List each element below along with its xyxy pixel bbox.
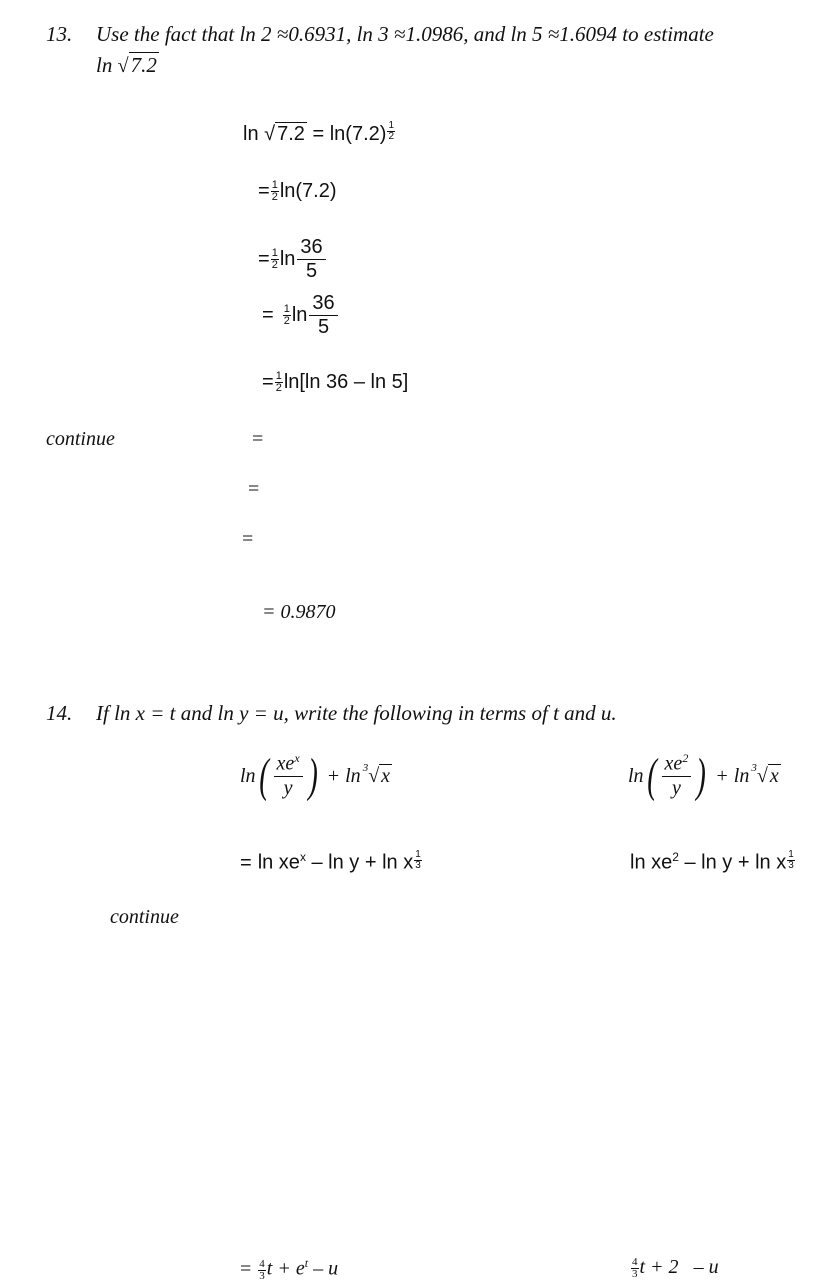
sqrt-7-2: √7.2 — [117, 53, 157, 77]
step-2: = $\frac{1}{2}$ ln(7.2) — [258, 179, 337, 204]
continue-label-14: continue — [110, 906, 179, 928]
blank-equals-2: = — [248, 478, 260, 500]
expr-left: ln ( $\frac{xe^x}{y}$ ) + ln 3 √ x — [240, 749, 391, 802]
exponent-one-half: $\frac{1}{2}$ — [388, 120, 394, 142]
problem-14-prompt: If ln x = t and ln y = u, write the following in terms of t and u. — [96, 701, 617, 725]
step-4: = $\frac{1}{2}$ ln $\frac{36}{5}$ — [262, 292, 340, 339]
prompt-ln: ln — [96, 53, 113, 77]
blank-equals-1: = — [252, 428, 264, 450]
step-5: = $\frac{1}{2}$ ln[ln 36 – ln 5] — [262, 370, 409, 395]
step-left: = $\ln xe^x - \ln y + \ln x$ $\frac{1}{3}$ — [240, 848, 421, 874]
blank-equals-3: = — [242, 528, 254, 550]
problem-13-target — [96, 52, 159, 78]
step-3: = $\frac{1}{2}$ ln $\frac{36}{5}$ — [258, 236, 328, 283]
expr-right: ln ( $\frac{xe^2}{y}$ ) + ln 3 √ x — [628, 749, 779, 802]
problem-13-prompt: Use the fact that ln 2 ≈0.6931, ln 3 ≈1.0986, and ln 5 ≈1.6094 to estimate — [96, 22, 714, 46]
answer-13: = 0.9870 — [262, 601, 336, 623]
answer-right: $\frac{4}{3}$ t + 2 – u — [632, 1255, 719, 1280]
step-right: $\ln xe^2 - \ln y + \ln x$ $\frac{1}{3}$ — [630, 848, 794, 874]
problem-13-number: 13. — [46, 22, 73, 46]
continue-label-13: continue — [46, 428, 115, 450]
step-1: ln √ 7.2 = ln(7.2) $\frac{1}{2}$ — [243, 120, 394, 145]
problem-14-number: 14. — [46, 701, 73, 725]
answer-left: = $\frac{4}{3}$ $t + e^t - u$ — [240, 1256, 339, 1282]
